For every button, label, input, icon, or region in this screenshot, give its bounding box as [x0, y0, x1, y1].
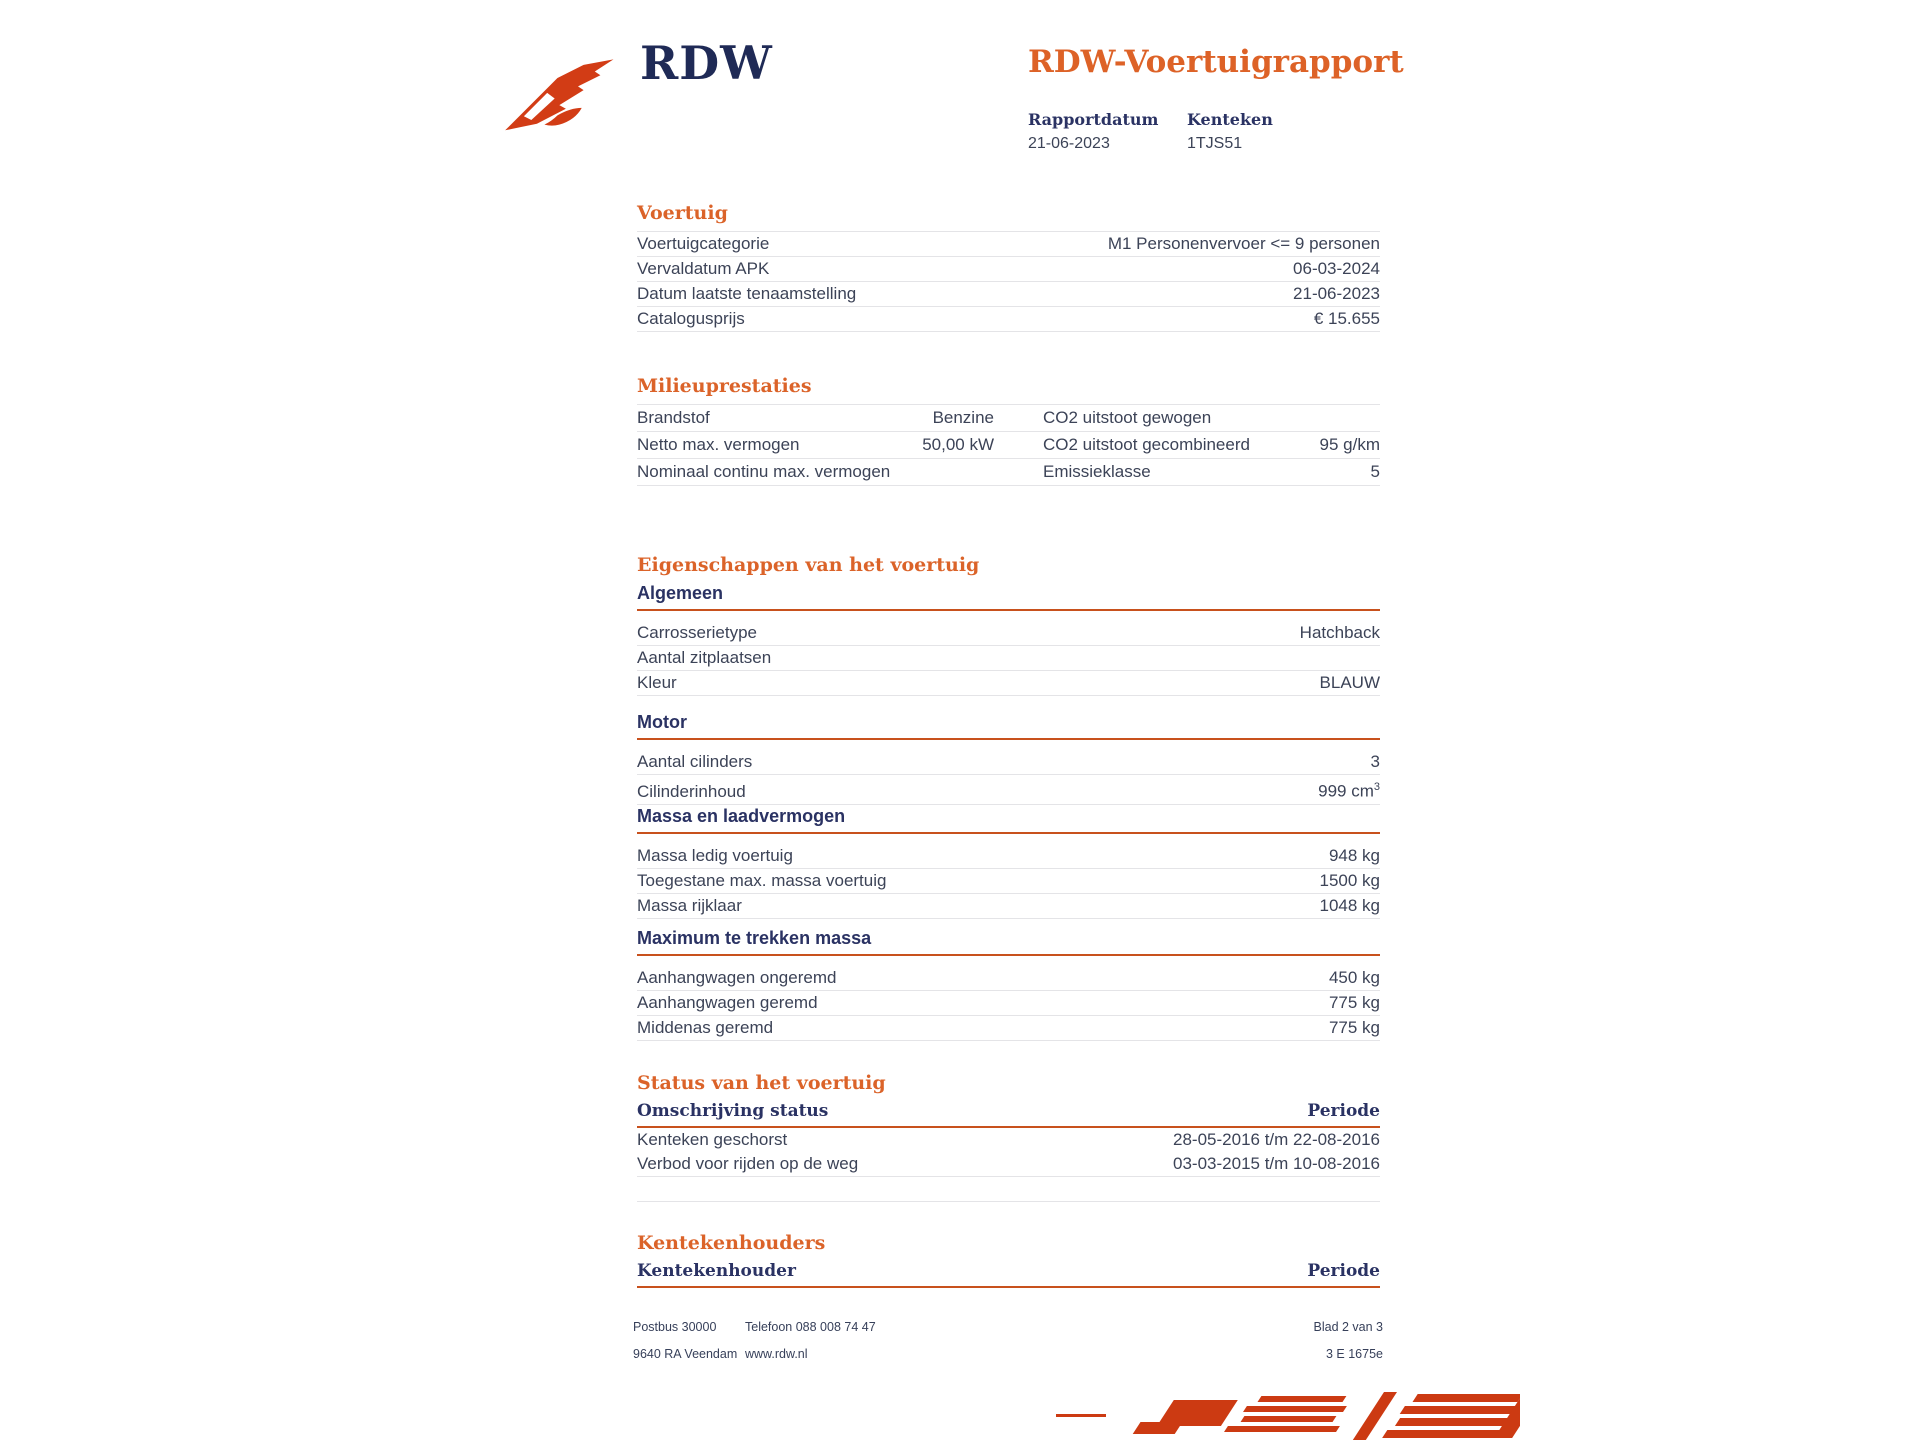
row-label: Carrosserietype [637, 623, 757, 642]
table-row [637, 775, 1380, 805]
column-header: Periode [1307, 1101, 1380, 1121]
page-title: RDW-Voertuigrapport [1028, 44, 1404, 80]
subsection-title: Maximum te trekken massa [637, 928, 1380, 956]
report-date-value: 21-06-2023 [1028, 135, 1110, 152]
table-row [637, 1152, 1380, 1177]
column-header: Kentekenhouder [637, 1261, 796, 1281]
plate-value: 1TJS51 [1187, 135, 1243, 152]
row-value: Hatchback [1299, 623, 1380, 642]
table-row [637, 844, 1380, 869]
row-label: Vervaldatum APK [637, 259, 770, 278]
rdw-feather-logo-icon [500, 50, 628, 134]
row-label: Aanhangwagen geremd [637, 993, 818, 1012]
row-value: 948 kg [1328, 846, 1380, 865]
row-value: 1048 kg [1319, 896, 1380, 915]
table-row [637, 1128, 1380, 1152]
footer-website: www.rdw.nl [745, 1347, 808, 1361]
row-label: Aanhangwagen ongeremd [637, 968, 837, 987]
row-label: Aantal zitplaatsen [637, 648, 772, 667]
row-label: Toegestane max. massa voertuig [637, 871, 887, 890]
row-label: Brandstof [637, 408, 710, 427]
table-row [637, 966, 1380, 991]
rdw-stripes-decoration-icon [1056, 1392, 1520, 1440]
row-value: 06-03-2024 [1293, 259, 1380, 278]
section-title: Status van het voertuig [637, 1072, 886, 1094]
row-value: 999 $cm^3$ [1318, 781, 1380, 801]
row-label: Aantal cilinders [637, 752, 753, 771]
section-title: Kentekenhouders [637, 1232, 826, 1254]
table-row [637, 646, 1380, 671]
footer-phone: Telefoon 088 008 74 47 [745, 1320, 876, 1334]
row-value: 95 g/km [1319, 435, 1380, 454]
row-label: Verbod voor rijden op de weg [637, 1154, 859, 1173]
row-label: CO2 uitstoot gecombineerd [1043, 435, 1250, 454]
row-value: 5 [1370, 462, 1380, 481]
table-row [637, 750, 1380, 775]
table-row [637, 306, 1380, 332]
row-value: 50,00 kW [922, 435, 994, 454]
table-row [637, 281, 1380, 306]
footer-pobox: Postbus 30000 [633, 1320, 717, 1334]
section-kentekenhouders [637, 1232, 1380, 1288]
column-header: Omschrijving status [637, 1101, 829, 1121]
row-value: Benzine [932, 408, 994, 427]
footer-page-number: Blad 2 van 3 [1313, 1320, 1383, 1334]
table-row [637, 404, 1380, 431]
row-label: Massa rijklaar [637, 896, 742, 915]
row-value: 1500 kg [1319, 871, 1380, 890]
section-title: Milieuprestaties [637, 375, 812, 397]
rdw-logo-text: RDW [640, 36, 773, 90]
row-value: 775 kg [1328, 1018, 1380, 1037]
row-label: Datum laatste tenaamstelling [637, 284, 857, 303]
subsection-title: Massa en laadvermogen [637, 806, 1380, 834]
subsection-motor [637, 712, 1380, 805]
column-header: Periode [1307, 1261, 1380, 1281]
footer-doc-code: 3 E 1675e [1326, 1347, 1383, 1361]
report-date-label: Rapportdatum [1028, 110, 1159, 129]
table-row [637, 231, 1380, 256]
table-header-row [637, 1101, 1380, 1128]
table-row [637, 869, 1380, 894]
table-row [637, 1016, 1380, 1041]
section-voertuig [637, 202, 1380, 332]
row-label: Nominaal continu max. vermogen [637, 462, 891, 481]
row-value: 03-03-2015 t/m 10-08-2016 [1173, 1154, 1380, 1173]
subsection-title: Algemeen [637, 583, 1380, 611]
section-milieuprestaties [637, 375, 1380, 486]
row-label: Kleur [637, 673, 677, 692]
row-value: 775 kg [1328, 993, 1380, 1012]
table-row [637, 621, 1380, 646]
row-value: M1 Personenvervoer <= 9 personen [1107, 234, 1380, 253]
table-row [637, 894, 1380, 919]
table-row [637, 256, 1380, 281]
row-value: 450 kg [1328, 968, 1380, 987]
page-footer [633, 1320, 1383, 1374]
subsection-massa [637, 806, 1380, 919]
row-value: 21-06-2023 [1293, 284, 1380, 303]
row-label: Emissieklasse [1043, 462, 1151, 481]
table-row [637, 671, 1380, 696]
row-value: 28-05-2016 t/m 22-08-2016 [1173, 1130, 1380, 1149]
section-title: Voertuig [637, 202, 728, 224]
row-label: Middenas geremd [637, 1018, 774, 1037]
row-label: Voertuigcategorie [637, 234, 770, 253]
table-header-row [637, 1261, 1380, 1288]
section-status [637, 1072, 1380, 1202]
table-row [637, 991, 1380, 1016]
footer-city: 9640 RA Veendam [633, 1347, 738, 1361]
row-value: BLAUW [1319, 673, 1380, 692]
row-value: € 15.655 [1313, 309, 1380, 328]
row-label: Netto max. vermogen [637, 435, 800, 454]
row-label: Cilinderinhoud [637, 781, 746, 801]
subsection-title: Motor [637, 712, 1380, 740]
table-row [637, 431, 1380, 458]
plate-label: Kenteken [1187, 110, 1273, 129]
row-label: Catalogusprijs [637, 309, 745, 328]
section-eigenschappen [637, 554, 1380, 696]
subsection-maximum-trekken [637, 928, 1380, 1041]
row-label: CO2 uitstoot gewogen [1043, 408, 1212, 427]
table-row [637, 458, 1380, 486]
row-label: Massa ledig voertuig [637, 846, 793, 865]
row-value: 3 [1370, 752, 1380, 771]
section-divider [637, 1201, 1380, 1202]
section-title: Eigenschappen van het voertuig [637, 554, 980, 576]
row-label: Kenteken geschorst [637, 1130, 788, 1149]
